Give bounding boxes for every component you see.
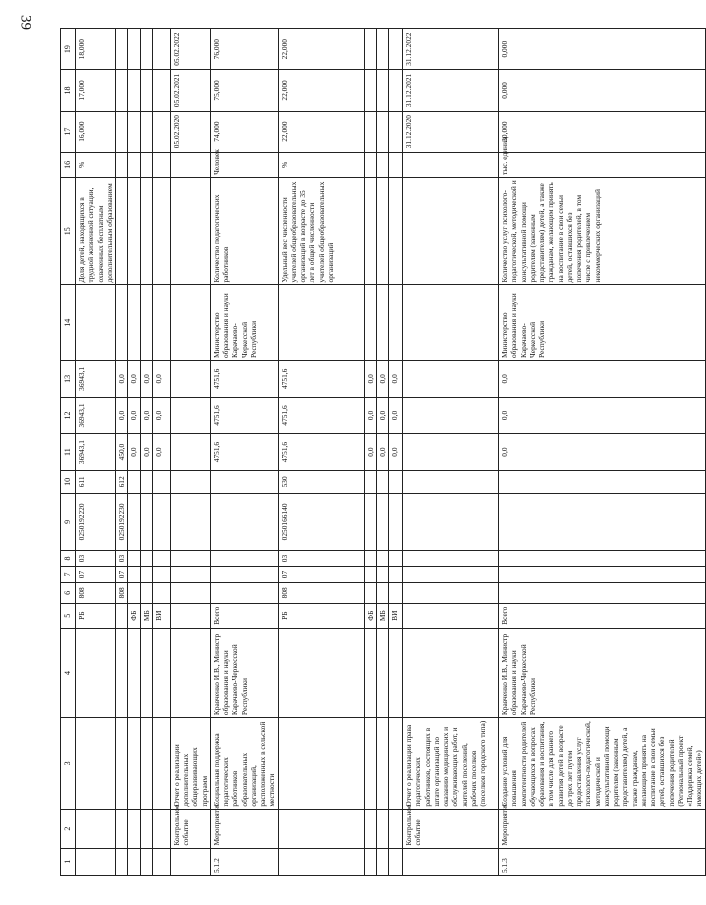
cell-col-4 [364, 628, 376, 717]
cell-col-9: 0250166140 [278, 493, 364, 550]
cell-col-12: 0,0 [128, 397, 140, 434]
cell-col-5: МБ [376, 603, 388, 628]
cell-col-7 [364, 567, 376, 583]
cell-col-1 [403, 848, 499, 875]
cell-col-11: 0,0 [128, 434, 140, 471]
cell-col-3 [76, 718, 116, 810]
cell-col-8 [376, 551, 388, 567]
table-row [76, 29, 116, 876]
cell-col-14 [116, 285, 128, 361]
cell-col-1 [376, 848, 388, 875]
cell-col-17: 22,000 [278, 111, 364, 152]
cell-col-18: 75,000 [210, 70, 278, 111]
cell-col-1: 5.1.3 [499, 848, 706, 875]
cell-col-10: 612 [116, 470, 128, 493]
cell-col-11: 0,0 [376, 434, 388, 471]
cell-col-5: РБ [278, 603, 364, 628]
table-row [152, 29, 170, 876]
cell-col-11: 36943,1 [76, 434, 116, 471]
cell-col-19 [376, 29, 388, 70]
cell-col-13: 0,0 [499, 361, 706, 398]
cell-col-4: Кравченко И.В., Министр образования и науки Карачаево-Черкесской Республики [499, 628, 706, 717]
cell-col-16: тыс. единиц [499, 152, 706, 177]
table-row [278, 29, 364, 876]
cell-col-12 [403, 397, 499, 434]
cell-col-12: 0,0 [116, 397, 128, 434]
cell-col-19: 31.12.2022 [403, 29, 499, 70]
cell-col-8 [389, 551, 403, 567]
cell-col-1 [116, 848, 128, 875]
cell-col-12: 0,0 [152, 397, 170, 434]
cell-col-8 [128, 551, 140, 567]
cell-col-4 [76, 628, 116, 717]
table-row [389, 29, 403, 876]
table-row [116, 29, 128, 876]
cell-col-17: 05.02.2020 [170, 111, 210, 152]
cell-col-14: Министерство образования и науки Карачаево-Черкесской Республики [499, 285, 706, 361]
cell-col-5: ВИ [152, 603, 170, 628]
column-number-3: 3 [61, 718, 76, 810]
cell-col-18: 05.02.2021 [170, 70, 210, 111]
cell-col-1 [389, 848, 403, 875]
cell-col-4 [116, 628, 128, 717]
cell-col-13 [170, 361, 210, 398]
cell-col-9 [128, 493, 140, 550]
cell-col-12: 0,0 [389, 397, 403, 434]
cell-col-5 [403, 603, 499, 628]
cell-col-2 [389, 809, 403, 848]
cell-col-1: 5.1.2 [210, 848, 278, 875]
cell-col-3 [140, 718, 152, 810]
cell-col-17: 16,000 [76, 111, 116, 152]
table-row [210, 29, 278, 876]
cell-col-14 [152, 285, 170, 361]
cell-col-7: 07 [116, 567, 128, 583]
cell-col-17 [389, 111, 403, 152]
cell-col-3: Социальная поддержка педагогических работников образовательных организаций, расположенных в сельской местности [210, 718, 278, 810]
cell-col-14: Министерство образования и науки Карачаево-Черкесской Республики [210, 285, 278, 361]
column-number-18: 18 [61, 70, 76, 111]
cell-col-1 [140, 848, 152, 875]
cell-col-3 [278, 718, 364, 810]
cell-col-5 [116, 603, 128, 628]
cell-col-2 [76, 809, 116, 848]
cell-col-8 [364, 551, 376, 567]
column-number-7: 7 [61, 567, 76, 583]
cell-col-8 [152, 551, 170, 567]
cell-col-11: 450,0 [116, 434, 128, 471]
cell-col-9 [152, 493, 170, 550]
cell-col-18 [116, 70, 128, 111]
cell-col-16 [116, 152, 128, 177]
cell-col-1 [278, 848, 364, 875]
cell-col-15 [140, 177, 152, 285]
cell-col-13 [403, 361, 499, 398]
cell-col-4 [278, 628, 364, 717]
cell-col-19 [128, 29, 140, 70]
cell-col-2: Контрольное событие [403, 809, 499, 848]
cell-col-11 [170, 434, 210, 471]
cell-col-3: Отчет о реализации права педагогических работников, состоящих в штате организаций по оказанию медицинских и обслуживающих работ, и жителей поселений, рабочих поселков (поселков городского типа) [403, 718, 499, 810]
cell-col-16 [403, 152, 499, 177]
cell-col-7 [499, 567, 706, 583]
column-number-11: 11 [61, 434, 76, 471]
cell-col-1 [76, 848, 116, 875]
cell-col-6 [152, 583, 170, 604]
cell-col-12: 4751,6 [278, 397, 364, 434]
cell-col-4 [376, 628, 388, 717]
cell-col-8 [403, 551, 499, 567]
cell-col-8: 03 [116, 551, 128, 567]
cell-col-13: 0,0 [116, 361, 128, 398]
cell-col-17 [364, 111, 376, 152]
cell-col-14 [140, 285, 152, 361]
cell-col-19: 76,000 [210, 29, 278, 70]
cell-col-3 [376, 718, 388, 810]
cell-col-7 [140, 567, 152, 583]
cell-col-7 [376, 567, 388, 583]
cell-col-10 [152, 470, 170, 493]
cell-col-3: Отчет о реализации дополнительных общеразвивающих программ [170, 718, 210, 810]
table-row [170, 29, 210, 876]
column-number-8: 8 [61, 551, 76, 567]
cell-col-17 [116, 111, 128, 152]
cell-col-4 [152, 628, 170, 717]
cell-col-19 [116, 29, 128, 70]
cell-col-10 [210, 470, 278, 493]
cell-col-17 [140, 111, 152, 152]
cell-col-5: ФБ [364, 603, 376, 628]
cell-col-7: 07 [278, 567, 364, 583]
cell-col-10: 530 [278, 470, 364, 493]
cell-col-15 [389, 177, 403, 285]
cell-col-10 [499, 470, 706, 493]
cell-col-13: 4751,6 [210, 361, 278, 398]
cell-col-16 [152, 152, 170, 177]
column-number-2: 2 [61, 809, 76, 848]
cell-col-6 [364, 583, 376, 604]
cell-col-15: Количество педагогических работников [210, 177, 278, 285]
cell-col-6 [170, 583, 210, 604]
cell-col-6 [376, 583, 388, 604]
cell-col-8 [499, 551, 706, 567]
cell-col-13: 4751,6 [278, 361, 364, 398]
cell-col-4 [403, 628, 499, 717]
cell-col-11: 0,0 [140, 434, 152, 471]
cell-col-15 [152, 177, 170, 285]
cell-col-4 [389, 628, 403, 717]
cell-col-7 [210, 567, 278, 583]
cell-col-2 [364, 809, 376, 848]
cell-col-8: 03 [278, 551, 364, 567]
cell-col-13: 0,0 [364, 361, 376, 398]
column-number-9: 9 [61, 493, 76, 550]
cell-col-10: 611 [76, 470, 116, 493]
column-number-10: 10 [61, 470, 76, 493]
cell-col-19 [152, 29, 170, 70]
cell-col-16: % [278, 152, 364, 177]
cell-col-11 [403, 434, 499, 471]
cell-col-11: 0,0 [499, 434, 706, 471]
cell-col-19: 18,000 [76, 29, 116, 70]
cell-col-15 [364, 177, 376, 285]
cell-col-3 [128, 718, 140, 810]
cell-col-17 [152, 111, 170, 152]
cell-col-9 [499, 493, 706, 550]
table-row [364, 29, 376, 876]
cell-col-6 [499, 583, 706, 604]
program-activities-table [60, 28, 706, 876]
column-number-16: 16 [61, 152, 76, 177]
cell-col-17: 30,000 [499, 111, 706, 152]
cell-col-9 [403, 493, 499, 550]
cell-col-8 [140, 551, 152, 567]
cell-col-6 [140, 583, 152, 604]
table-row [376, 29, 388, 876]
program-table-sheet [60, 28, 704, 876]
cell-col-18: 17,000 [76, 70, 116, 111]
cell-col-2: Мероприятие [499, 809, 706, 848]
cell-col-2 [152, 809, 170, 848]
cell-col-9: 0250192220 [76, 493, 116, 550]
column-number-17: 17 [61, 111, 76, 152]
cell-col-11: 0,0 [364, 434, 376, 471]
cell-col-10 [364, 470, 376, 493]
column-number-1: 1 [61, 848, 76, 875]
cell-col-9 [376, 493, 388, 550]
cell-col-11: 4751,6 [210, 434, 278, 471]
cell-col-16 [128, 152, 140, 177]
cell-col-7 [170, 567, 210, 583]
cell-col-15: Количество услуг психолого-педагогической, методической и консультативной помощи родителям (законным представителям) детей, а также гражданам, желающим принять на воспитание в свои семьи детей, оставшихся без попечения родителей, в том числе с привлечением некоммерческих организаций [499, 177, 706, 285]
cell-col-4 [128, 628, 140, 717]
cell-col-10 [389, 470, 403, 493]
cell-col-15 [376, 177, 388, 285]
cell-col-17: 74,000 [210, 111, 278, 152]
cell-col-17: 31.12.2020 [403, 111, 499, 152]
cell-col-19: 0,000 [499, 29, 706, 70]
cell-col-9 [364, 493, 376, 550]
cell-col-19 [140, 29, 152, 70]
cell-col-8: 03 [76, 551, 116, 567]
cell-col-1 [152, 848, 170, 875]
cell-col-2 [278, 809, 364, 848]
cell-col-6: 808 [116, 583, 128, 604]
cell-col-6 [389, 583, 403, 604]
cell-col-3 [152, 718, 170, 810]
cell-col-15 [170, 177, 210, 285]
cell-col-3 [364, 718, 376, 810]
cell-col-15 [116, 177, 128, 285]
cell-col-14 [278, 285, 364, 361]
cell-col-2: Контрольное событие [170, 809, 210, 848]
cell-col-13: 36943,1 [76, 361, 116, 398]
cell-col-5: Всего [210, 603, 278, 628]
cell-col-18 [152, 70, 170, 111]
cell-col-11: 4751,6 [278, 434, 364, 471]
column-number-14: 14 [61, 285, 76, 361]
cell-col-4 [140, 628, 152, 717]
cell-col-6: 808 [278, 583, 364, 604]
cell-col-5: МБ [140, 603, 152, 628]
cell-col-11: 0,0 [152, 434, 170, 471]
cell-col-8 [170, 551, 210, 567]
cell-col-7 [128, 567, 140, 583]
cell-col-6 [210, 583, 278, 604]
cell-col-2 [116, 809, 128, 848]
table-row [403, 29, 499, 876]
cell-col-10 [170, 470, 210, 493]
cell-col-10 [403, 470, 499, 493]
cell-col-5: РБ [76, 603, 116, 628]
cell-col-13: 0,0 [376, 361, 388, 398]
cell-col-9: 0250192230 [116, 493, 128, 550]
cell-col-15 [403, 177, 499, 285]
cell-col-1 [128, 848, 140, 875]
cell-col-12: 0,0 [140, 397, 152, 434]
cell-col-5: ФБ [128, 603, 140, 628]
cell-col-5 [170, 603, 210, 628]
column-number-15: 15 [61, 177, 76, 285]
cell-col-15: Удельный вес численности учителей общеобразовательных организаций в возрасте до 35 лет в общей численности учителей общеобразовательных организаций [278, 177, 364, 285]
cell-col-6 [403, 583, 499, 604]
cell-col-14 [76, 285, 116, 361]
cell-col-3: Создание условий для повышения компетентности родителей обучающихся в вопросах образования и воспитания, в том числе для раннего развития детей в возрасте до трех лет путем предоставления услуг психолого-педагогической, методической и консультативной помощи родителям (законным представителям) детей, а также гражданам, желающим принять на воспитание в свои семьи детей, оставшихся без попечения родителей (Региональный проект «Поддержка семей, имеющих детей») [499, 718, 706, 810]
cell-col-2 [140, 809, 152, 848]
table-row [140, 29, 152, 876]
column-number-13: 13 [61, 361, 76, 398]
cell-col-10 [128, 470, 140, 493]
cell-col-12 [170, 397, 210, 434]
cell-col-4 [170, 628, 210, 717]
cell-col-14 [128, 285, 140, 361]
column-number-4: 4 [61, 628, 76, 717]
cell-col-9 [170, 493, 210, 550]
cell-col-14 [403, 285, 499, 361]
cell-col-18 [140, 70, 152, 111]
cell-col-1 [170, 848, 210, 875]
cell-col-18 [364, 70, 376, 111]
cell-col-19 [364, 29, 376, 70]
cell-col-16 [389, 152, 403, 177]
cell-col-7 [389, 567, 403, 583]
cell-col-19: 22,000 [278, 29, 364, 70]
cell-col-14 [389, 285, 403, 361]
column-number-12: 12 [61, 397, 76, 434]
cell-col-4: Кравченко И.В., Министр образования и науки Карачаево-Черкесской Республики [210, 628, 278, 717]
cell-col-11: 0,0 [389, 434, 403, 471]
cell-col-10 [140, 470, 152, 493]
cell-col-2 [128, 809, 140, 848]
cell-col-18: 0,000 [499, 70, 706, 111]
cell-col-2: Мероприятие [210, 809, 278, 848]
cell-col-14 [364, 285, 376, 361]
cell-col-19: 05.02.2022 [170, 29, 210, 70]
cell-col-16: Человек [210, 152, 278, 177]
cell-col-9 [389, 493, 403, 550]
cell-col-3 [116, 718, 128, 810]
column-number-5: 5 [61, 603, 76, 628]
cell-col-13: 0,0 [128, 361, 140, 398]
cell-col-7 [403, 567, 499, 583]
cell-col-17 [128, 111, 140, 152]
column-number-6: 6 [61, 583, 76, 604]
cell-col-8 [210, 551, 278, 567]
page-number: 39 [17, 15, 34, 30]
cell-col-12: 0,0 [364, 397, 376, 434]
cell-col-9 [140, 493, 152, 550]
cell-col-1 [364, 848, 376, 875]
cell-col-16 [140, 152, 152, 177]
cell-col-16 [376, 152, 388, 177]
cell-col-12: 36943,1 [76, 397, 116, 434]
cell-col-2 [376, 809, 388, 848]
column-number-19: 19 [61, 29, 76, 70]
cell-col-12: 4751,6 [210, 397, 278, 434]
cell-col-14 [376, 285, 388, 361]
cell-col-18: 31.12.2021 [403, 70, 499, 111]
table-row [499, 29, 706, 876]
cell-col-18: 22,000 [278, 70, 364, 111]
cell-col-14 [170, 285, 210, 361]
cell-col-16 [170, 152, 210, 177]
cell-col-16: % [76, 152, 116, 177]
cell-col-9 [210, 493, 278, 550]
cell-col-18 [128, 70, 140, 111]
cell-col-19 [389, 29, 403, 70]
cell-col-15 [128, 177, 140, 285]
cell-col-5: Всего [499, 603, 706, 628]
cell-col-18 [376, 70, 388, 111]
cell-col-7 [152, 567, 170, 583]
cell-col-16 [364, 152, 376, 177]
cell-col-12: 0,0 [376, 397, 388, 434]
table-row [128, 29, 140, 876]
cell-col-13: 0,0 [140, 361, 152, 398]
cell-col-13: 0,0 [152, 361, 170, 398]
cell-col-13: 0,0 [389, 361, 403, 398]
cell-col-3 [389, 718, 403, 810]
cell-col-17 [376, 111, 388, 152]
table-body [76, 29, 706, 876]
cell-col-6 [128, 583, 140, 604]
cell-col-7: 07 [76, 567, 116, 583]
cell-col-6: 808 [76, 583, 116, 604]
cell-col-5: ВИ [389, 603, 403, 628]
cell-col-10 [376, 470, 388, 493]
cell-col-18 [389, 70, 403, 111]
column-number-row [61, 29, 76, 876]
cell-col-12: 0,0 [499, 397, 706, 434]
cell-col-15: Доля детей, находящихся в трудной жизненной ситуации, охваченных бесплатным дополнительным образованием [76, 177, 116, 285]
